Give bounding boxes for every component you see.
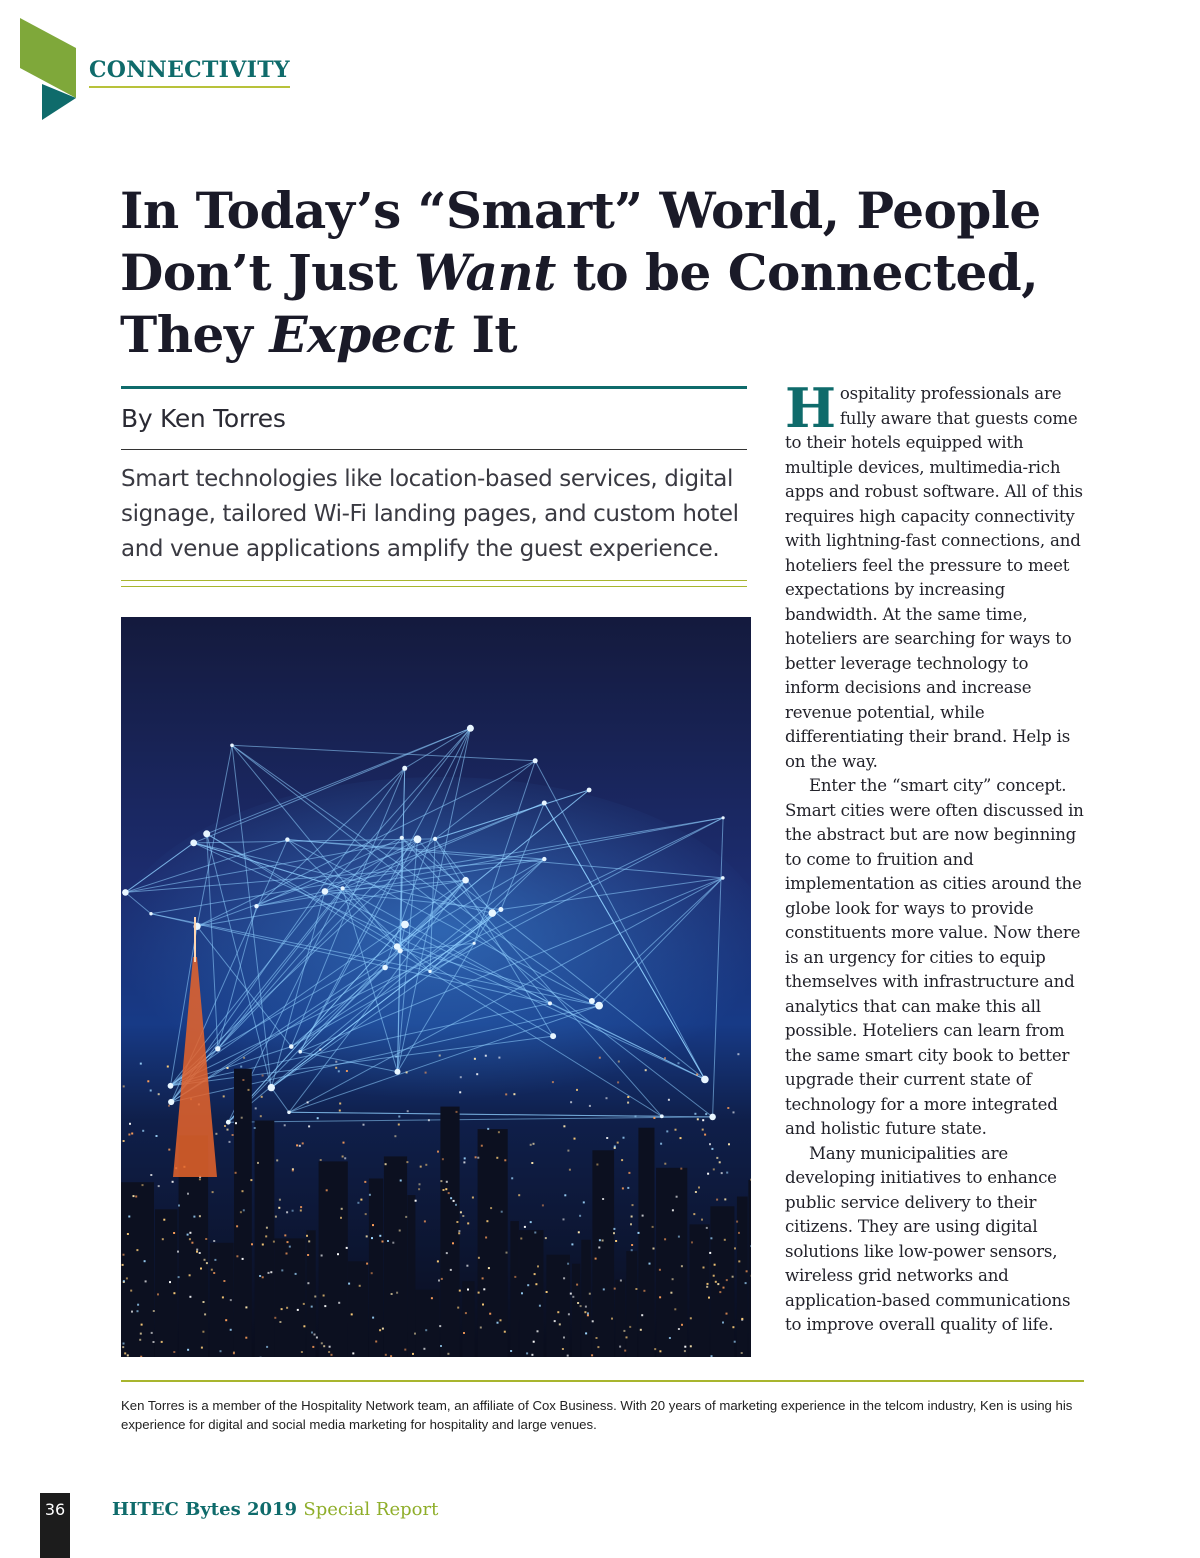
body-paragraph-1-text: ospitality professionals are fully aware that guests come to their hotels equipped with multiple devices, multimedia-rich apps and robust software. All of this requires high capacity connectivity with lightning-fast connections, and hoteliers feel the pressure to meet expectations by increasing bandwidth. At the same time, hoteliers are searching for ways to better leverage technology to inform decisions and increase revenue potential, while differentiating their brand. Help is on the way. [785, 384, 1083, 771]
smart-city-network-photo [121, 617, 751, 1357]
author-bio: Ken Torres is a member of the Hospitality Network team, an affiliate of Cox Business. With 20 years of marketing experience in the telcom industry, Ken is using his experience for digital and social media marketing for hospitality and large venues. [121, 1398, 1073, 1432]
footer-report: Special Report [303, 1499, 439, 1520]
footer-title [112, 1499, 438, 1520]
section-label: CONNECTIVITY [89, 56, 290, 88]
headline-divider [121, 386, 747, 389]
headline-emphasis-expect: Expect [269, 305, 455, 364]
footnote-divider [121, 1380, 1084, 1382]
byline-divider [121, 449, 747, 450]
deck-divider-top [121, 580, 747, 581]
headline-line-3-start: They [120, 305, 270, 364]
headline-emphasis-want: Want [414, 243, 556, 302]
body-paragraph-3: Many municipalities are developing initiatives to enhance public service delivery to their citizens. They are using digital solutions like low-power sensors, wireless grid networks and application-based communications to improve overall quality of life. [785, 1143, 1071, 1334]
article-deck: Smart technologies like location-based services, digital signage, tailored Wi-Fi landing pages, and custom hotel and venue applications amplify the guest experience. [121, 466, 739, 562]
headline-line-2-start: Don’t Just [120, 243, 415, 302]
section-corner-mark [0, 0, 90, 130]
deck-divider-bottom [121, 586, 747, 587]
article-headline [120, 180, 1080, 366]
body-paragraph-2: Enter the “smart city” concept. Smart cities were often discussed in the abstract but are now beginning to come to fruition and implementation as cities around the globe look for ways to provide constituents more value. Now there is an urgency for cities to equip themselves with infrastructure and analytics that can make this all possible. Hoteliers can learn from the same smart city book to better upgrade their current state of technology for a more integrated and holistic future state. [785, 776, 1084, 1138]
headline-line-2-end: to be Connected, [555, 243, 1039, 302]
body-paragraph-1 [785, 376, 1085, 774]
headline-line-3-end: It [454, 305, 517, 364]
headline-line-1: In Today’s “Smart” World, People [120, 181, 1041, 240]
footer-publication: HITEC Bytes 2019 [112, 1499, 298, 1520]
drop-cap: H [785, 376, 836, 440]
page-number: 36 [44, 1500, 66, 1519]
article-body [785, 376, 1085, 1338]
byline: By Ken Torres [121, 404, 286, 433]
